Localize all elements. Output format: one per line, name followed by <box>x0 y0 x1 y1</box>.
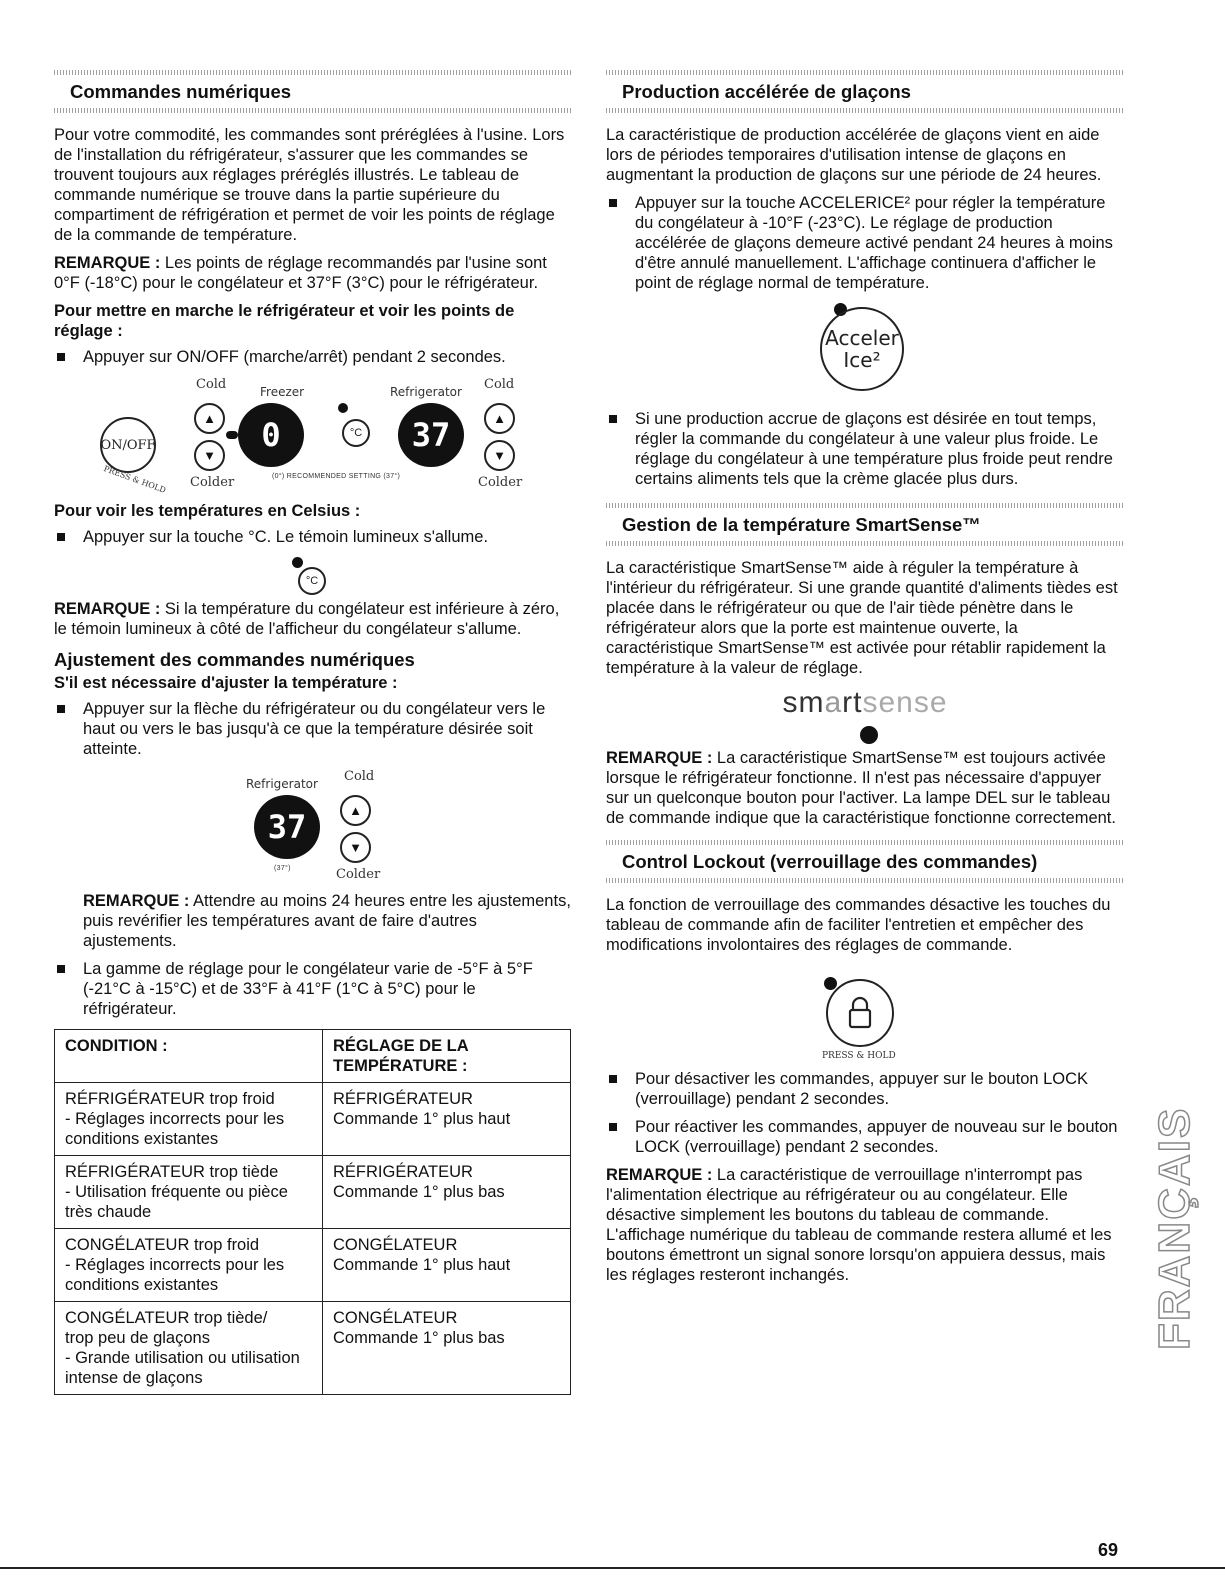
section-title-ajustement: Ajustement des commandes numériques <box>54 649 415 670</box>
table-cell: RÉFRIGÉRATEUR trop tiède - Utilisation fréquente ou pièce très chaude <box>55 1156 323 1229</box>
accelerice-illustration <box>606 301 1124 401</box>
accel-label: Acceler <box>825 326 899 350</box>
remark-text: Attendre au moins 24 heures entre les ajustements, puis revérifier les températures avant de faire d'autres ajustements. <box>83 892 571 950</box>
section-title-lockout: Control Lockout (verrouillage des commandes) <box>622 851 1038 872</box>
remark-wait <box>54 891 572 951</box>
fridge-down-button[interactable]: ▼ <box>340 832 371 863</box>
celsius-led <box>338 403 348 413</box>
bottom-border <box>0 1567 1225 1569</box>
press-hold-label: PRESS & HOLD <box>102 464 168 495</box>
divider <box>606 108 1124 113</box>
remark-text: La caractéristique SmartSense™ est toujours activée lorsque le réfrigérateur fonctionne. Il n'est pas nécessaire d'appuyer sur un quelconque bouton pour l'activer. La lampe DEL sur le tableau de commande indique que la caractéristique fonctionne correctement. <box>606 749 1116 827</box>
remark-label: REMARQUE : <box>606 749 713 767</box>
celsius-illustration <box>54 555 572 599</box>
remark-lockout <box>606 1165 1124 1285</box>
remark-text: Les points de réglage recommandés par l'usine sont 0°F (-18°C) pour le congélateur et 37°F (3°C) pour le réfrigérateur. <box>54 254 547 292</box>
table-row <box>55 1302 571 1395</box>
celsius-button[interactable]: °C <box>342 419 370 447</box>
fridge-display: 37 <box>398 403 464 467</box>
subheading-adjust: S'il est nécessaire d'ajuster la température : <box>54 674 398 692</box>
table-cell: CONGÉLATEUR Commande 1° plus haut <box>323 1229 571 1302</box>
fridge-down-button[interactable]: ▼ <box>484 440 515 471</box>
setting-label: (37°) <box>274 865 291 872</box>
bullet-list <box>606 1069 1124 1157</box>
list-item: La gamme de réglage pour le congélateur varie de -5°F à 5°F (-21°C à -15°C) et de 33°F à 41°F (1°C à 5°C) pour le réfrigérateur. <box>54 959 572 1019</box>
divider <box>606 503 1124 508</box>
refrigerator-label: Refrigerator <box>246 777 318 791</box>
fridge-display: 37 <box>254 795 320 859</box>
bullet-list <box>606 409 1124 489</box>
bullet-list <box>54 699 572 759</box>
intro-paragraph: Pour votre commodité, les commandes sont préréglées à l'usine. Lors de l'installation du réfrigérateur, s'assurer que les commandes se trouvent toujours aux réglages préréglés illustrés. Le tableau de commande numérique se trouve dans la partie supérieure du compartiment de réfrigération et permet de voir les points de réglage de la commande de température. <box>54 126 565 244</box>
bullet-list <box>54 527 572 547</box>
bullet-list <box>54 959 572 1019</box>
smartsense-led <box>606 722 1124 748</box>
remark-label: REMARQUE : <box>606 1166 713 1184</box>
divider <box>606 840 1124 845</box>
divider <box>606 541 1124 546</box>
section-title-production: Production accélérée de glaçons <box>622 81 911 102</box>
fridge-up-button[interactable]: ▲ <box>484 403 515 434</box>
list-item: Si une production accrue de glaçons est désirée en tout temps, régler la commande du congélateur à une valeur plus froide. Le réglage du congélateur à une température plus froide peut rendre certains aliments tels que la crème glacée plus durs. <box>606 409 1124 489</box>
subheading-start: Pour mettre en marche le réfrigérateur et voir les points de réglage : <box>54 302 515 340</box>
onoff-button[interactable]: ON/OFF <box>100 417 156 473</box>
table-cell: RÉFRIGÉRATEUR trop froid - Réglages incorrects pour les conditions existantes <box>55 1083 323 1156</box>
divider <box>54 70 572 75</box>
table-cell: CONGÉLATEUR Commande 1° plus bas <box>323 1302 571 1395</box>
logo-text: a <box>824 686 843 719</box>
list-item: Pour désactiver les commandes, appuyer sur le bouton LOCK (verrouillage) pendant 2 secondes. <box>606 1069 1124 1109</box>
table-cell: RÉFRIGÉRATEUR Commande 1° plus bas <box>323 1156 571 1229</box>
led-indicator <box>860 726 878 744</box>
right-column <box>606 70 1124 1293</box>
table-cell: RÉFRIGÉRATEUR Commande 1° plus haut <box>323 1083 571 1156</box>
production-intro: La caractéristique de production accélérée de glaçons vient en aide lors de périodes temporaires d'utilisation intense de glaçons en augmentant la production de glaçons sur une période de 24 heures. <box>606 126 1102 184</box>
accelerice-button[interactable] <box>820 307 904 391</box>
remark-celsius <box>54 599 572 639</box>
table-header: CONDITION : <box>55 1030 323 1083</box>
table-cell: CONGÉLATEUR trop froid - Réglages incorrects pour les conditions existantes <box>55 1229 323 1302</box>
section-title-commandes: Commandes numériques <box>70 81 292 102</box>
page-number: 69 <box>1098 1540 1119 1560</box>
remark-label: REMARQUE : <box>54 600 161 618</box>
remark-smartsense <box>606 748 1124 828</box>
lockout-intro: La fonction de verrouillage des commandes désactive les touches du tableau de commande afin de faciliter l'entretien et empêcher des modifications involontaires des réglages de commande. <box>606 896 1111 954</box>
list-item: Appuyer sur la touche ACCELERICE² pour régler la température du congélateur à -10°F (-23°C). Le réglage de production accélérée de glaçons demeure activé pendant 24 heures à moins d'être annulé manuellement. L'affichage continuera d'afficher le point de réglage normal de température. <box>606 193 1124 293</box>
press-hold-label: PRESS & HOLD <box>822 1051 896 1061</box>
divider <box>606 70 1124 75</box>
table-cell: CONGÉLATEUR trop tiède/ trop peu de glaçons - Grande utilisation ou utilisation intense de glaçons <box>55 1302 323 1395</box>
subheading-celsius: Pour voir les températures en Celsius : <box>54 502 361 520</box>
freezer-indicator-led <box>226 431 238 439</box>
ice-label: Ice² <box>843 348 881 372</box>
table-row <box>55 1083 571 1156</box>
fridge-up-button[interactable]: ▲ <box>340 795 371 826</box>
logo-text: rt <box>842 686 863 719</box>
bullet-list <box>54 347 572 367</box>
logo-text: sense <box>862 686 948 719</box>
freezer-display: 0 <box>238 403 304 467</box>
refrigerator-label: Refrigerator <box>390 385 462 399</box>
bullet-list <box>606 193 1124 293</box>
remark-text: La caractéristique de verrouillage n'interrompt pas l'alimentation électrique au réfrigérateur ou au congélateur. Elle désactive simplement les boutons du tableau de commande. L'affichage numérique du tableau de commande restera allumé et les boutons émettront un signal sonore lorsqu'on appuiera dessus, mais les réglages resteront inchangés. <box>606 1166 1112 1284</box>
divider <box>606 878 1124 883</box>
list-item: Appuyer sur la flèche du réfrigérateur ou du congélateur vers le haut ou vers le bas jusqu'à ce que la température désirée soit atteinte. <box>54 699 572 759</box>
remark-factory <box>54 253 572 293</box>
freezer-up-button[interactable]: ▲ <box>194 403 225 434</box>
colder-label: Colder <box>190 475 235 490</box>
smartsense-logo <box>606 686 1124 722</box>
control-panel-illustration <box>54 375 572 495</box>
celsius-led <box>292 557 303 568</box>
settings-table <box>54 1029 571 1395</box>
cold-label: Cold <box>484 377 515 392</box>
fridge-panel-illustration <box>54 767 572 885</box>
table-header: RÉGLAGE DE LA TEMPÉRATURE : <box>323 1030 571 1083</box>
left-column <box>54 70 572 1395</box>
colder-label: Colder <box>336 867 381 882</box>
smartsense-intro: La caractéristique SmartSense™ aide à réguler la température à l'intérieur du réfrigérateur. Si une grande quantité d'aliments tièdes est placée dans le réfrigérateur ou que de l'air tiède pénètre dans le réfrigérateur alors que la porte est maintenue ouverte, la caractéristique SmartSense™ est activée pour rétablir rapidement la température à la valeur de réglage. <box>606 559 1118 677</box>
lock-illustration <box>606 963 1124 1069</box>
cold-label: Cold <box>344 769 375 784</box>
logo-text: sm <box>782 686 825 719</box>
recommended-setting-label: (0°) RECOMMENDED SETTING (37°) <box>272 473 401 480</box>
language-side-tab: FRANÇAIS <box>1150 1106 1199 1350</box>
lock-button[interactable] <box>826 979 894 1047</box>
table-row <box>55 1229 571 1302</box>
lock-icon <box>845 996 875 1030</box>
freezer-label: Freezer <box>260 385 305 399</box>
cold-label: Cold <box>196 377 227 392</box>
remark-label: REMARQUE : <box>83 892 190 910</box>
list-item: Appuyer sur la touche °C. Le témoin lumineux s'allume. <box>54 527 572 547</box>
remark-label: REMARQUE : <box>54 254 161 272</box>
section-title-smartsense: Gestion de la température SmartSense™ <box>622 514 981 535</box>
colder-label: Colder <box>478 475 523 490</box>
remark-text: Si la température du congélateur est inférieure à zéro, le témoin lumineux à côté de l'afficheur du congélateur s'allume. <box>54 600 560 638</box>
list-item: Appuyer sur ON/OFF (marche/arrêt) pendant 2 secondes. <box>54 347 572 367</box>
divider <box>54 108 572 113</box>
table-row <box>55 1156 571 1229</box>
celsius-button[interactable]: °C <box>298 567 326 595</box>
list-item: Pour réactiver les commandes, appuyer de nouveau sur le bouton LOCK (verrouillage) pendant 2 secondes. <box>606 1117 1124 1157</box>
freezer-down-button[interactable]: ▼ <box>194 440 225 471</box>
